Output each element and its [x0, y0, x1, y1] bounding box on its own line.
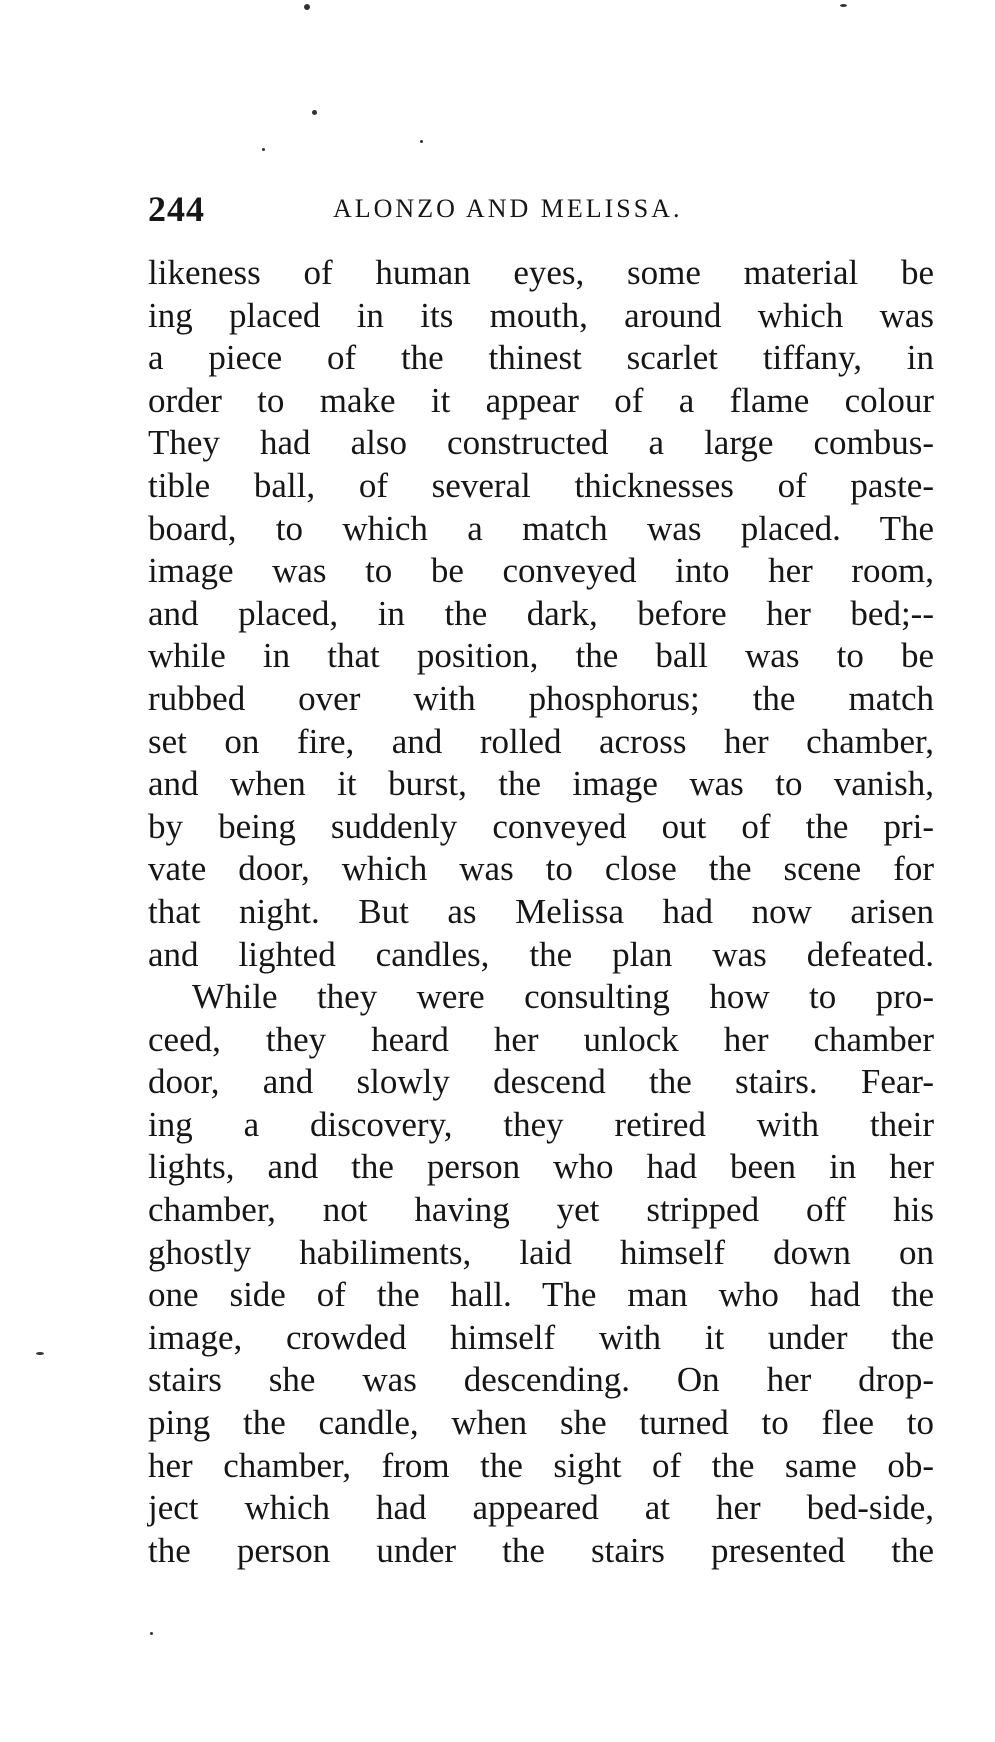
page-number: 244	[148, 189, 205, 229]
text-line: rubbed over with phosphorus; the match	[148, 678, 934, 718]
text-line: set on fire, and rolled across her chamber,	[148, 721, 934, 761]
text-line: and when it burst, the image was to vanish,	[148, 764, 934, 804]
text-line: ghostly habiliments, laid himself down on	[148, 1232, 934, 1272]
text-line: order to make it appear of a flame colour	[148, 380, 934, 420]
text-line: chamber, not having yet stripped off his	[148, 1190, 934, 1230]
text-line: They had also constructed a large combus-	[148, 423, 934, 463]
text-line: and placed, in the dark, before her bed;--	[148, 593, 934, 633]
ink-speck	[840, 4, 847, 7]
text-line: her chamber, from the sight of the same ob-	[148, 1445, 934, 1485]
ink-speck	[150, 1632, 153, 1635]
text-line: vate door, which was to close the scene for	[148, 849, 934, 889]
ink-speck	[304, 4, 310, 10]
text-line: likeness of human eyes, some material be	[148, 253, 934, 292]
running-head: ALONZO AND MELISSA.	[333, 194, 683, 223]
text-line: one side of the hall. The man who had the	[148, 1275, 934, 1315]
text-line: door, and slowly descend the stairs. Fear-	[148, 1062, 934, 1102]
text-line: ing a discovery, they retired with their	[148, 1104, 934, 1144]
text-line: ping the candle, when she turned to flee to	[148, 1403, 934, 1443]
text-line: the person under the stairs presented the	[148, 1530, 934, 1570]
text-line: that night. But as Melissa had now arisen	[148, 891, 934, 931]
text-line: board, to which a match was placed. The	[148, 508, 934, 548]
paragraph-start-line: While they were consulting how to pro-	[192, 977, 934, 1017]
text-line: lights, and the person who had been in her	[148, 1147, 934, 1187]
ink-speck	[420, 140, 423, 143]
text-line: image, crowded himself with it under the	[148, 1317, 934, 1357]
text-line: ing placed in its mouth, around which was	[148, 295, 934, 335]
body-text	[148, 252, 934, 1572]
paragraph-end-line: and lighted candles, the plan was defeated.	[148, 934, 934, 974]
text-line: ceed, they heard her unlock her chamber	[148, 1019, 934, 1059]
text-line: while in that position, the ball was to be	[148, 636, 934, 676]
ink-speck	[36, 1352, 44, 1355]
text-line: a piece of the thinest scarlet tiffany, in	[148, 338, 934, 378]
ink-speck	[312, 110, 317, 115]
text-line: tible ball, of several thicknesses of paste-	[148, 465, 934, 505]
text-line: stairs she was descending. On her drop-	[148, 1360, 934, 1400]
text-line: image was to be conveyed into her room,	[148, 551, 934, 591]
text-line: by being suddenly conveyed out of the pri-	[148, 806, 934, 846]
ink-speck	[262, 148, 265, 151]
page-header	[148, 188, 938, 238]
text-line: ject which had appeared at her bed-side,	[148, 1488, 934, 1528]
